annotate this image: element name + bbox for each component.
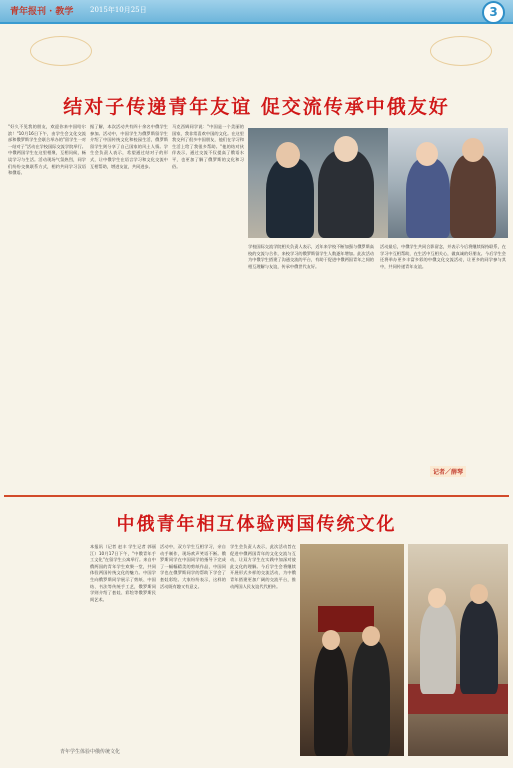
photo-cultural-event-2 <box>408 544 508 756</box>
article2-column-2: 活动中，双方学生互相学习，亲自动手制作，现场欢声笑语不断。俄罗斯同学在中国同学的指导下完成了一幅幅精美的剪纸作品，中国同学也在俄罗斯同学的帮助下学会了套娃彩绘。大家纷纷表示，这样的活动既有趣又有意义。 <box>160 544 226 589</box>
footer-caption: 青年学生体验中俄传统文化 <box>60 749 121 755</box>
article1-column-4: 学校国际交流学院相关负责人表示，近年来学校不断加强与俄罗斯高校的交流与合作，来校学习的俄罗斯留学生人数逐年增加。此次活动为中俄学生搭建了沟通交流的平台，有助于促进中俄两国青年之间的相互理解与友谊，传承中俄世代友好。 <box>248 244 374 269</box>
page-number-badge: 3 <box>482 1 505 24</box>
article1-column-3: 马克西姆同学说："中国是一个美丽的国家，我非常喜欢中国的文化。在这里我交到了很多中国朋友，他们在学习和生活上给了我很多帮助。"他的结对伙伴表示，通过交流不仅提高了俄语水平，也更加了解了俄罗斯的文化和习俗。 <box>172 124 244 169</box>
reporter-tag: 记者／薛琴 <box>430 466 466 477</box>
section-divider <box>4 495 509 497</box>
article1-column-1: "好久不见我的朋友，欢迎你来中国哈尔滨！"10月16日下午，由学生会文化交流部和俄罗斯学生会联合举办的"留学生一对一结对子"活动在学校国际交流学院举行。中俄两国学生在这里相聚，互相问候，畅谈学习与生活。活动现场气氛热烈，同学们纷纷交换联系方式，相约共同学习汉语和俄语。 <box>8 124 86 176</box>
newspaper-name: 青年报刊 · 教学 <box>10 7 74 17</box>
photo-students-pair-2 <box>388 128 508 238</box>
article1-column-5: 活动最后，中俄学生共同合影留念，并表示今后将继续保持联系，在学习中互相帮助，在生活中互相关心，做真诚的好朋友。今后学生会还将举办更多丰富多彩的中俄文化交流活动，让更多的同学参与其中，共同传递青年友谊。 <box>380 244 506 269</box>
decoration-right <box>430 36 492 66</box>
article2-column-1: 本报讯（记者 赵丰 学生记者 郭丽江）10月17日下午，"中俄青年手工文化"在留学生公寓举行。来自中俄两国的青年学生欢聚一堂，共同体验两国传统文化的魅力。中国学生向俄罗斯同学展示了剪纸、中国结、书法等传统手工艺，俄罗斯同学则介绍了套娃、彩绘等俄罗斯民间艺术。 <box>90 544 156 602</box>
headline-article-2: 中俄青年相互体验两国传统文化 <box>116 514 397 535</box>
page-header <box>0 0 513 24</box>
photo-cultural-event-1 <box>300 544 404 756</box>
photo-students-pair-1 <box>248 128 388 238</box>
issue-date: 2015年10月25日 <box>90 6 147 14</box>
article2-column-3: 学生会负责人表示，此次活动旨在促进中俄两国青年的文化交流与互动，让双方学生在实践中加深对彼此文化的理解。今后学生会将继续开展形式多样的交流活动，为中俄青年搭建更加广阔的交流平台，推动两国人民友谊代代相传。 <box>230 544 296 589</box>
article1-column-2: 据了解，本次活动共有四十余名中俄学生参加。活动中，中国学生为俄罗斯留学生介绍了中国传统文化和校园生活，俄罗斯留学生则分享了自己国家的风土人情。学生会负责人表示，希望通过结对子的形式，让中俄学生在语言学习和文化交流中互相帮助，增进友谊，共同进步。 <box>90 124 168 169</box>
decoration-left <box>30 36 92 66</box>
headline-article-1: 结对子传递青年友谊 促交流传承中俄友好 <box>63 96 450 118</box>
